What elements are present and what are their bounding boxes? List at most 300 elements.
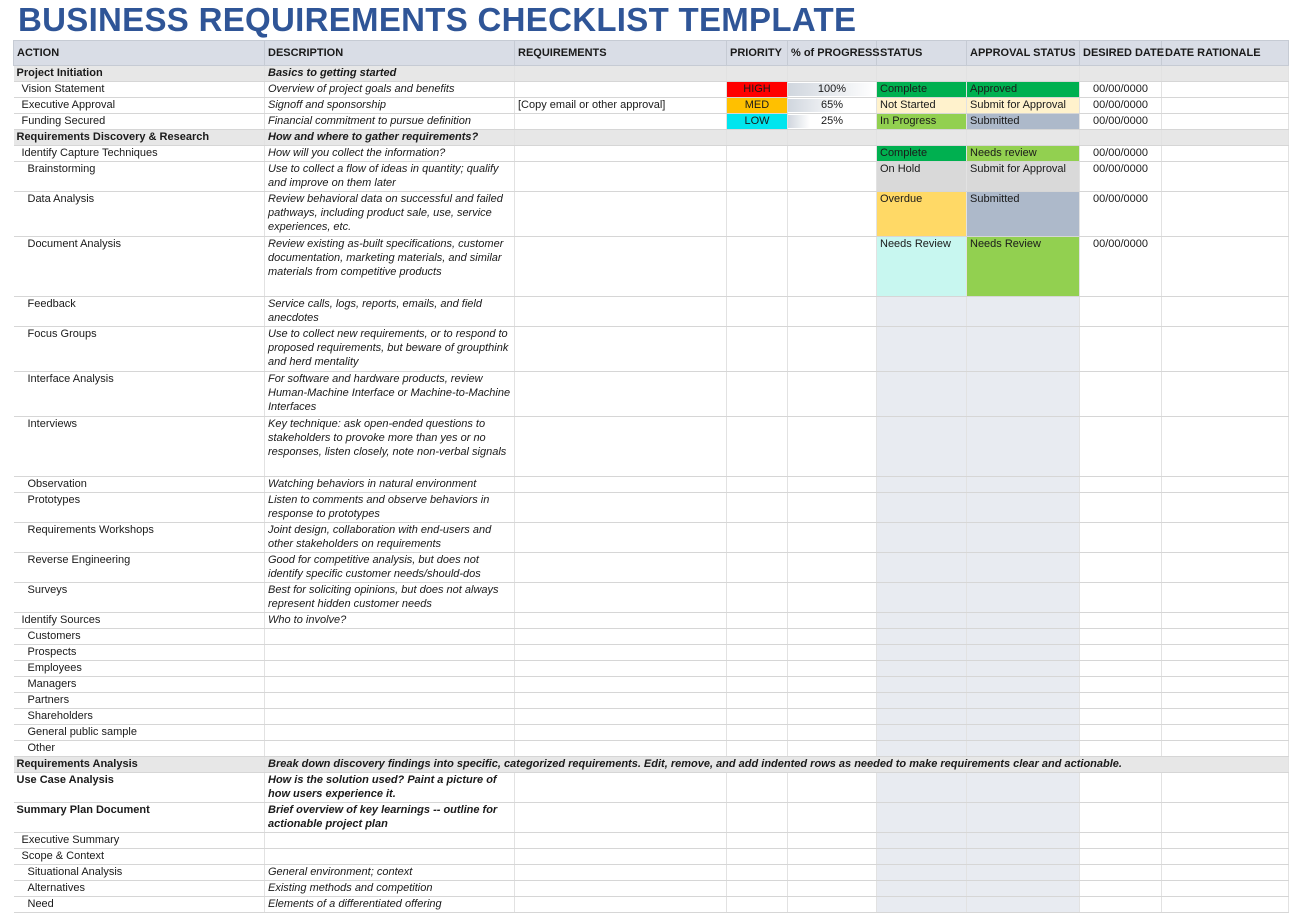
action-cell[interactable]: Document Analysis xyxy=(14,237,265,297)
header-requirements[interactable]: REQUIREMENTS xyxy=(515,41,727,66)
priority-cell[interactable] xyxy=(727,613,788,629)
description-cell[interactable]: Brief overview of key learnings -- outline for actionable project plan xyxy=(265,803,515,833)
requirements-cell[interactable] xyxy=(515,677,727,693)
date-rationale-cell[interactable] xyxy=(1162,493,1289,523)
header-priority[interactable]: PRIORITY xyxy=(727,41,788,66)
requirements-cell[interactable] xyxy=(515,327,727,372)
priority-cell[interactable] xyxy=(727,523,788,553)
header-description[interactable]: DESCRIPTION xyxy=(265,41,515,66)
priority-cell[interactable] xyxy=(727,553,788,583)
action-cell[interactable]: Requirements Workshops xyxy=(14,523,265,553)
action-cell[interactable]: Partners xyxy=(14,693,265,709)
priority-cell[interactable] xyxy=(727,849,788,865)
priority-cell[interactable] xyxy=(727,709,788,725)
progress-cell[interactable] xyxy=(788,297,877,327)
approval-status-cell[interactable] xyxy=(967,849,1080,865)
date-rationale-cell[interactable] xyxy=(1162,327,1289,372)
description-cell[interactable]: Service calls, logs, reports, emails, and field anecdotes xyxy=(265,297,515,327)
status-cell[interactable] xyxy=(877,477,967,493)
approval-status-cell[interactable] xyxy=(967,661,1080,677)
action-cell[interactable]: Identify Capture Techniques xyxy=(14,146,265,162)
action-cell[interactable]: Executive Approval xyxy=(14,98,265,114)
desired-date-cell[interactable]: 00/00/0000 xyxy=(1080,114,1162,130)
requirements-cell[interactable] xyxy=(515,725,727,741)
requirements-cell[interactable] xyxy=(515,849,727,865)
date-rationale-cell[interactable] xyxy=(1162,709,1289,725)
description-cell[interactable]: Review behavioral data on successful and failed pathways, including product sale, use, service experiences, etc. xyxy=(265,192,515,237)
progress-cell[interactable] xyxy=(788,803,877,833)
priority-cell[interactable] xyxy=(727,645,788,661)
desired-date-cell[interactable] xyxy=(1080,865,1162,881)
status-cell[interactable]: Not Started xyxy=(877,98,967,114)
description-cell[interactable]: Good for competitive analysis, but does not identify specific customer needs/should-dos xyxy=(265,553,515,583)
desired-date-cell[interactable] xyxy=(1080,741,1162,757)
description-cell[interactable]: Elements of a differentiated offering xyxy=(265,897,515,913)
action-cell[interactable]: Employees xyxy=(14,661,265,677)
priority-cell[interactable] xyxy=(727,629,788,645)
approval-status-cell[interactable] xyxy=(967,897,1080,913)
desired-date-cell[interactable] xyxy=(1080,709,1162,725)
desired-date-cell[interactable] xyxy=(1080,645,1162,661)
description-cell[interactable]: Use to collect new requirements, or to respond to proposed requirements, but beware of groupthink and herd mentality xyxy=(265,327,515,372)
desired-date-cell[interactable] xyxy=(1080,583,1162,613)
progress-cell[interactable] xyxy=(788,146,877,162)
description-cell[interactable]: Use to collect a flow of ideas in quantity; qualify and improve on them later xyxy=(265,162,515,192)
desired-date-cell[interactable]: 00/00/0000 xyxy=(1080,146,1162,162)
progress-cell[interactable] xyxy=(788,709,877,725)
progress-cell[interactable] xyxy=(788,162,877,192)
priority-cell[interactable] xyxy=(727,661,788,677)
approval-status-cell[interactable] xyxy=(967,773,1080,803)
desired-date-cell[interactable]: 00/00/0000 xyxy=(1080,98,1162,114)
date-rationale-cell[interactable] xyxy=(1162,741,1289,757)
desired-date-cell[interactable]: 00/00/0000 xyxy=(1080,237,1162,297)
action-cell[interactable]: Managers xyxy=(14,677,265,693)
progress-cell[interactable] xyxy=(788,865,877,881)
desired-date-cell[interactable] xyxy=(1080,327,1162,372)
approval-status-cell[interactable] xyxy=(967,297,1080,327)
status-cell[interactable] xyxy=(877,677,967,693)
date-rationale-cell[interactable] xyxy=(1162,645,1289,661)
requirements-cell[interactable] xyxy=(515,523,727,553)
priority-cell[interactable] xyxy=(727,417,788,477)
date-rationale-cell[interactable] xyxy=(1162,865,1289,881)
approval-status-cell[interactable] xyxy=(967,477,1080,493)
description-cell[interactable] xyxy=(265,677,515,693)
action-cell[interactable]: Identify Sources xyxy=(14,613,265,629)
date-rationale-cell[interactable] xyxy=(1162,773,1289,803)
action-cell[interactable]: Brainstorming xyxy=(14,162,265,192)
date-rationale-cell[interactable] xyxy=(1162,417,1289,477)
action-cell[interactable]: Need xyxy=(14,897,265,913)
requirements-cell[interactable] xyxy=(515,192,727,237)
action-cell[interactable]: Reverse Engineering xyxy=(14,553,265,583)
priority-cell[interactable] xyxy=(727,297,788,327)
progress-cell[interactable] xyxy=(788,493,877,523)
progress-cell[interactable] xyxy=(788,553,877,583)
status-cell[interactable] xyxy=(877,661,967,677)
approval-status-cell[interactable]: Approved xyxy=(967,82,1080,98)
status-cell[interactable] xyxy=(877,773,967,803)
requirements-cell[interactable] xyxy=(515,297,727,327)
header-action[interactable]: ACTION xyxy=(14,41,265,66)
priority-cell[interactable] xyxy=(727,833,788,849)
action-cell[interactable]: Prototypes xyxy=(14,493,265,523)
date-rationale-cell[interactable] xyxy=(1162,297,1289,327)
requirements-cell[interactable] xyxy=(515,803,727,833)
progress-cell[interactable] xyxy=(788,372,877,417)
progress-cell[interactable] xyxy=(788,583,877,613)
progress-cell[interactable] xyxy=(788,523,877,553)
date-rationale-cell[interactable] xyxy=(1162,693,1289,709)
approval-status-cell[interactable] xyxy=(967,833,1080,849)
desired-date-cell[interactable] xyxy=(1080,725,1162,741)
action-cell[interactable]: Feedback xyxy=(14,297,265,327)
approval-status-cell[interactable]: Submit for Approval xyxy=(967,162,1080,192)
date-rationale-cell[interactable] xyxy=(1162,192,1289,237)
description-cell[interactable]: Review existing as-built specifications, customer documentation, marketing materials, and similar materials from competitive products xyxy=(265,237,515,297)
description-cell[interactable]: Watching behaviors in natural environment xyxy=(265,477,515,493)
desired-date-cell[interactable] xyxy=(1080,849,1162,865)
priority-cell[interactable] xyxy=(727,881,788,897)
description-cell[interactable]: Basics to getting started xyxy=(265,66,515,82)
priority-cell[interactable] xyxy=(727,372,788,417)
description-cell[interactable] xyxy=(265,709,515,725)
progress-cell[interactable] xyxy=(788,677,877,693)
status-cell[interactable] xyxy=(877,865,967,881)
requirements-cell[interactable] xyxy=(515,773,727,803)
date-rationale-cell[interactable] xyxy=(1162,162,1289,192)
requirements-cell[interactable] xyxy=(515,146,727,162)
header-date-rationale[interactable]: DATE RATIONALE xyxy=(1162,41,1289,66)
priority-cell[interactable] xyxy=(727,773,788,803)
priority-cell[interactable] xyxy=(727,327,788,372)
desired-date-cell[interactable] xyxy=(1080,523,1162,553)
progress-cell[interactable] xyxy=(788,725,877,741)
date-rationale-cell[interactable] xyxy=(1162,725,1289,741)
action-cell[interactable]: Alternatives xyxy=(14,881,265,897)
priority-cell[interactable] xyxy=(727,897,788,913)
requirements-cell[interactable] xyxy=(515,693,727,709)
priority-cell[interactable] xyxy=(727,162,788,192)
date-rationale-cell[interactable] xyxy=(1162,372,1289,417)
description-cell[interactable]: How will you collect the information? xyxy=(265,146,515,162)
date-rationale-cell[interactable] xyxy=(1162,477,1289,493)
date-rationale-cell[interactable] xyxy=(1162,803,1289,833)
status-cell[interactable] xyxy=(877,645,967,661)
action-cell[interactable]: Vision Statement xyxy=(14,82,265,98)
desired-date-cell[interactable] xyxy=(1080,881,1162,897)
date-rationale-cell[interactable] xyxy=(1162,677,1289,693)
desired-date-cell[interactable] xyxy=(1080,833,1162,849)
priority-cell[interactable] xyxy=(727,237,788,297)
date-rationale-cell[interactable] xyxy=(1162,82,1289,98)
status-cell[interactable] xyxy=(877,583,967,613)
approval-status-cell[interactable] xyxy=(967,881,1080,897)
approval-status-cell[interactable] xyxy=(967,523,1080,553)
progress-cell[interactable] xyxy=(788,82,877,98)
status-cell[interactable]: In Progress xyxy=(877,114,967,130)
status-cell[interactable]: Overdue xyxy=(877,192,967,237)
requirements-cell[interactable] xyxy=(515,661,727,677)
approval-status-cell[interactable] xyxy=(967,803,1080,833)
action-cell[interactable]: Shareholders xyxy=(14,709,265,725)
status-cell[interactable] xyxy=(877,297,967,327)
status-cell[interactable] xyxy=(877,66,967,82)
approval-status-cell[interactable] xyxy=(967,493,1080,523)
date-rationale-cell[interactable] xyxy=(1162,237,1289,297)
date-rationale-cell[interactable] xyxy=(1162,523,1289,553)
status-cell[interactable] xyxy=(877,417,967,477)
action-cell[interactable]: Data Analysis xyxy=(14,192,265,237)
status-cell[interactable]: Complete xyxy=(877,82,967,98)
status-cell[interactable] xyxy=(877,629,967,645)
action-cell[interactable]: Interviews xyxy=(14,417,265,477)
status-cell[interactable] xyxy=(877,709,967,725)
priority-cell[interactable] xyxy=(727,583,788,613)
desired-date-cell[interactable] xyxy=(1080,493,1162,523)
requirements-cell[interactable] xyxy=(515,741,727,757)
requirements-cell[interactable] xyxy=(515,553,727,583)
description-cell[interactable] xyxy=(265,741,515,757)
approval-status-cell[interactable] xyxy=(967,613,1080,629)
description-cell[interactable] xyxy=(265,693,515,709)
description-cell[interactable]: Overview of project goals and benefits xyxy=(265,82,515,98)
progress-cell[interactable] xyxy=(788,477,877,493)
action-cell[interactable]: Executive Summary xyxy=(14,833,265,849)
progress-cell[interactable] xyxy=(788,741,877,757)
status-cell[interactable] xyxy=(877,553,967,583)
date-rationale-cell[interactable] xyxy=(1162,146,1289,162)
priority-cell[interactable] xyxy=(727,803,788,833)
date-rationale-cell[interactable] xyxy=(1162,98,1289,114)
status-cell[interactable]: Complete xyxy=(877,146,967,162)
requirements-cell[interactable]: [Copy email or other approval] xyxy=(515,98,727,114)
date-rationale-cell[interactable] xyxy=(1162,833,1289,849)
approval-status-cell[interactable] xyxy=(967,741,1080,757)
date-rationale-cell[interactable] xyxy=(1162,849,1289,865)
approval-status-cell[interactable] xyxy=(967,629,1080,645)
status-cell[interactable]: Needs Review xyxy=(877,237,967,297)
action-cell[interactable]: Requirements Discovery & Research xyxy=(14,130,265,146)
date-rationale-cell[interactable] xyxy=(1162,897,1289,913)
status-cell[interactable] xyxy=(877,725,967,741)
priority-cell[interactable] xyxy=(727,146,788,162)
description-cell[interactable]: Listen to comments and observe behaviors in response to prototypes xyxy=(265,493,515,523)
progress-cell[interactable] xyxy=(788,881,877,897)
priority-cell[interactable]: LOW xyxy=(727,114,788,130)
action-cell[interactable]: Customers xyxy=(14,629,265,645)
action-cell[interactable]: Scope & Context xyxy=(14,849,265,865)
desired-date-cell[interactable] xyxy=(1080,677,1162,693)
status-cell[interactable] xyxy=(877,803,967,833)
progress-cell[interactable] xyxy=(788,773,877,803)
desired-date-cell[interactable] xyxy=(1080,372,1162,417)
desired-date-cell[interactable] xyxy=(1080,553,1162,583)
requirements-cell[interactable] xyxy=(515,237,727,297)
requirements-cell[interactable] xyxy=(515,82,727,98)
action-cell[interactable]: Summary Plan Document xyxy=(14,803,265,833)
desired-date-cell[interactable] xyxy=(1080,613,1162,629)
approval-status-cell[interactable]: Submitted xyxy=(967,114,1080,130)
approval-status-cell[interactable] xyxy=(967,645,1080,661)
action-cell[interactable]: Funding Secured xyxy=(14,114,265,130)
requirements-cell[interactable] xyxy=(515,493,727,523)
description-cell[interactable] xyxy=(265,833,515,849)
date-rationale-cell[interactable] xyxy=(1162,583,1289,613)
status-cell[interactable] xyxy=(877,372,967,417)
priority-cell[interactable] xyxy=(727,66,788,82)
desired-date-cell[interactable]: 00/00/0000 xyxy=(1080,192,1162,237)
action-cell[interactable]: General public sample xyxy=(14,725,265,741)
header-status[interactable]: STATUS xyxy=(877,41,967,66)
date-rationale-cell[interactable] xyxy=(1162,130,1289,146)
requirements-cell[interactable] xyxy=(515,162,727,192)
desired-date-cell[interactable]: 00/00/0000 xyxy=(1080,82,1162,98)
description-cell[interactable]: How is the solution used? Paint a picture of how users experience it. xyxy=(265,773,515,803)
description-cell[interactable]: General environment; context xyxy=(265,865,515,881)
priority-cell[interactable] xyxy=(727,493,788,523)
description-cell[interactable]: Joint design, collaboration with end-users and other stakeholders on requirements xyxy=(265,523,515,553)
requirements-cell[interactable] xyxy=(515,897,727,913)
status-cell[interactable] xyxy=(877,881,967,897)
status-cell[interactable] xyxy=(877,849,967,865)
status-cell[interactable] xyxy=(877,523,967,553)
requirements-cell[interactable] xyxy=(515,583,727,613)
date-rationale-cell[interactable] xyxy=(1162,66,1289,82)
status-cell[interactable] xyxy=(877,130,967,146)
description-cell[interactable]: Signoff and sponsorship xyxy=(265,98,515,114)
approval-status-cell[interactable] xyxy=(967,865,1080,881)
requirements-cell[interactable] xyxy=(515,865,727,881)
desired-date-cell[interactable] xyxy=(1080,629,1162,645)
description-cell[interactable]: Break down discovery findings into specific, categorized requirements. Edit, remove, and add indented rows as needed to make requirements clear and actionable. xyxy=(265,757,1289,773)
priority-cell[interactable] xyxy=(727,677,788,693)
progress-cell[interactable] xyxy=(788,629,877,645)
description-cell[interactable]: Best for soliciting opinions, but does not always represent hidden customer needs xyxy=(265,583,515,613)
approval-status-cell[interactable]: Needs review xyxy=(967,146,1080,162)
description-cell[interactable]: For software and hardware products, review Human-Machine Interface or Machine-to-Machine Interfaces xyxy=(265,372,515,417)
progress-cell[interactable] xyxy=(788,327,877,372)
action-cell[interactable]: Project Initiation xyxy=(14,66,265,82)
description-cell[interactable]: Who to involve? xyxy=(265,613,515,629)
requirements-cell[interactable] xyxy=(515,833,727,849)
approval-status-cell[interactable] xyxy=(967,583,1080,613)
approval-status-cell[interactable] xyxy=(967,725,1080,741)
status-cell[interactable] xyxy=(877,833,967,849)
header-desired-date[interactable]: DESIRED DATE xyxy=(1080,41,1162,66)
action-cell[interactable]: Prospects xyxy=(14,645,265,661)
approval-status-cell[interactable] xyxy=(967,693,1080,709)
approval-status-cell[interactable] xyxy=(967,327,1080,372)
requirements-cell[interactable] xyxy=(515,881,727,897)
status-cell[interactable] xyxy=(877,493,967,523)
status-cell[interactable]: On Hold xyxy=(877,162,967,192)
progress-cell[interactable] xyxy=(788,114,877,130)
date-rationale-cell[interactable] xyxy=(1162,114,1289,130)
progress-cell[interactable] xyxy=(788,613,877,629)
approval-status-cell[interactable]: Needs Review xyxy=(967,237,1080,297)
action-cell[interactable]: Observation xyxy=(14,477,265,493)
approval-status-cell[interactable] xyxy=(967,130,1080,146)
action-cell[interactable]: Focus Groups xyxy=(14,327,265,372)
description-cell[interactable] xyxy=(265,725,515,741)
progress-cell[interactable] xyxy=(788,645,877,661)
desired-date-cell[interactable] xyxy=(1080,66,1162,82)
progress-cell[interactable] xyxy=(788,693,877,709)
requirements-cell[interactable] xyxy=(515,417,727,477)
desired-date-cell[interactable] xyxy=(1080,897,1162,913)
priority-cell[interactable]: MED xyxy=(727,98,788,114)
action-cell[interactable]: Requirements Analysis xyxy=(14,757,265,773)
action-cell[interactable]: Situational Analysis xyxy=(14,865,265,881)
description-cell[interactable]: Financial commitment to pursue definition xyxy=(265,114,515,130)
status-cell[interactable] xyxy=(877,613,967,629)
date-rationale-cell[interactable] xyxy=(1162,629,1289,645)
requirements-cell[interactable] xyxy=(515,613,727,629)
action-cell[interactable]: Use Case Analysis xyxy=(14,773,265,803)
date-rationale-cell[interactable] xyxy=(1162,553,1289,583)
desired-date-cell[interactable] xyxy=(1080,661,1162,677)
description-cell[interactable] xyxy=(265,645,515,661)
status-cell[interactable] xyxy=(877,741,967,757)
description-cell[interactable] xyxy=(265,849,515,865)
status-cell[interactable] xyxy=(877,693,967,709)
desired-date-cell[interactable] xyxy=(1080,693,1162,709)
requirements-cell[interactable] xyxy=(515,709,727,725)
progress-cell[interactable] xyxy=(788,417,877,477)
desired-date-cell[interactable] xyxy=(1080,297,1162,327)
date-rationale-cell[interactable] xyxy=(1162,881,1289,897)
action-cell[interactable]: Surveys xyxy=(14,583,265,613)
priority-cell[interactable] xyxy=(727,130,788,146)
requirements-cell[interactable] xyxy=(515,645,727,661)
approval-status-cell[interactable]: Submitted xyxy=(967,192,1080,237)
description-cell[interactable] xyxy=(265,629,515,645)
desired-date-cell[interactable] xyxy=(1080,417,1162,477)
progress-cell[interactable] xyxy=(788,897,877,913)
requirements-cell[interactable] xyxy=(515,629,727,645)
desired-date-cell[interactable] xyxy=(1080,773,1162,803)
approval-status-cell[interactable] xyxy=(967,66,1080,82)
approval-status-cell[interactable]: Submit for Approval xyxy=(967,98,1080,114)
requirements-cell[interactable] xyxy=(515,477,727,493)
requirements-cell[interactable] xyxy=(515,130,727,146)
date-rationale-cell[interactable] xyxy=(1162,661,1289,677)
priority-cell[interactable] xyxy=(727,477,788,493)
description-cell[interactable]: How and where to gather requirements? xyxy=(265,130,515,146)
desired-date-cell[interactable]: 00/00/0000 xyxy=(1080,162,1162,192)
progress-cell[interactable] xyxy=(788,237,877,297)
description-cell[interactable]: Existing methods and competition xyxy=(265,881,515,897)
approval-status-cell[interactable] xyxy=(967,417,1080,477)
action-cell[interactable]: Other xyxy=(14,741,265,757)
description-cell[interactable]: Key technique: ask open-ended questions to stakeholders to provoke more than yes or no responses, listen closely, note non-verbal signals xyxy=(265,417,515,477)
desired-date-cell[interactable] xyxy=(1080,803,1162,833)
progress-cell[interactable] xyxy=(788,833,877,849)
progress-cell[interactable] xyxy=(788,130,877,146)
action-cell[interactable]: Interface Analysis xyxy=(14,372,265,417)
date-rationale-cell[interactable] xyxy=(1162,613,1289,629)
priority-cell[interactable] xyxy=(727,741,788,757)
header-approval-status[interactable]: APPROVAL STATUS xyxy=(967,41,1080,66)
progress-cell[interactable] xyxy=(788,849,877,865)
priority-cell[interactable] xyxy=(727,192,788,237)
description-cell[interactable] xyxy=(265,661,515,677)
progress-cell[interactable] xyxy=(788,192,877,237)
requirements-cell[interactable] xyxy=(515,66,727,82)
progress-cell[interactable] xyxy=(788,66,877,82)
